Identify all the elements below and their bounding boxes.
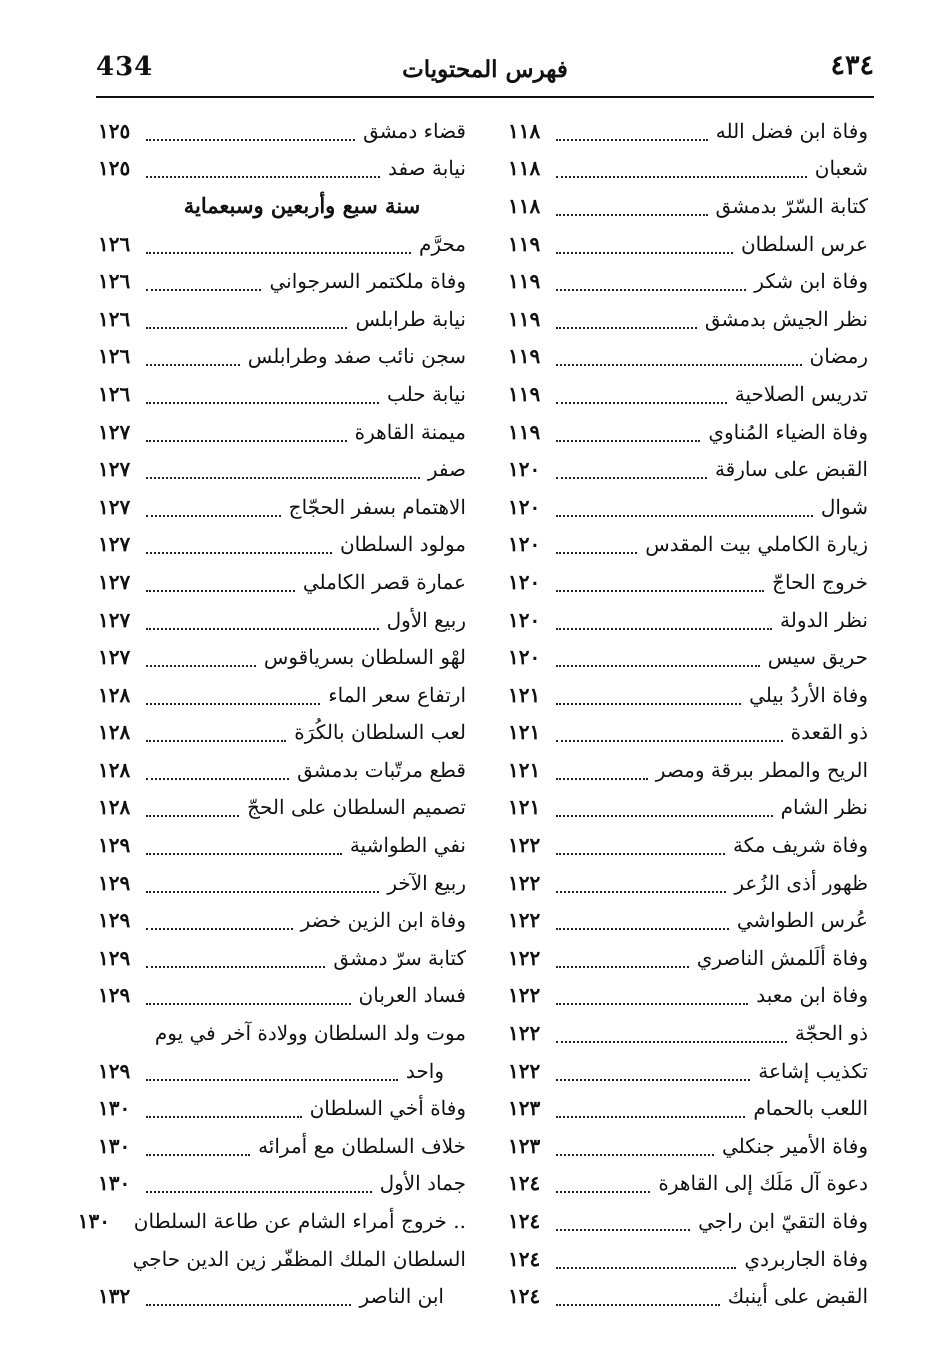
header-rule <box>96 96 874 98</box>
toc-entry <box>508 450 868 488</box>
entry-page-number: ١٢٢ <box>508 833 541 858</box>
dot-leader <box>556 697 741 705</box>
entry-page-number: ١٢٩ <box>98 983 131 1008</box>
toc-entry <box>98 112 466 150</box>
entry-title: فساد العربان <box>358 983 466 1008</box>
entry-title: وفاة الأردُ بيلي <box>749 682 868 707</box>
dot-leader <box>146 321 347 329</box>
toc-entry <box>508 150 868 188</box>
entry-page-number: ١١٩ <box>508 381 541 406</box>
toc-entry <box>98 1089 466 1127</box>
entry-title: القبض على سارقة <box>714 457 868 482</box>
entry-title: وفاة ألَلمش الناصري <box>696 945 868 970</box>
toc-entry <box>508 1165 868 1203</box>
dot-leader <box>146 772 289 780</box>
entry-page-number: ١٢٥ <box>98 118 131 143</box>
entry-title: نظر الدولة <box>780 607 868 632</box>
entry-page-number: ١٢٩ <box>98 1058 131 1083</box>
entry-page-number: ١١٩ <box>508 306 541 331</box>
dot-leader <box>556 208 708 216</box>
toc-entry <box>98 450 466 488</box>
entry-page-number: ١٢٠ <box>508 645 541 670</box>
entry-title: عمارة قصر الكاملي <box>302 569 466 594</box>
entry-title: صفر <box>427 457 466 482</box>
entry-title: نظر الجيش بدمشق <box>704 306 868 331</box>
dot-leader <box>556 434 700 442</box>
entry-title: ذو الحجّة <box>794 1021 868 1046</box>
entry-title: ظهور أذى الزُعر <box>734 870 868 895</box>
entry-title: وفاة ملكتمر السرجواني <box>269 269 466 294</box>
entry-page-number: ١٢٧ <box>98 645 131 670</box>
dot-leader <box>556 885 726 893</box>
entry-title: ربيع الآخر <box>387 870 466 895</box>
dot-leader <box>146 584 295 592</box>
dot-leader <box>556 133 708 141</box>
entry-page-number: ١٢٦ <box>98 306 131 331</box>
entry-page-number: ١٢٧ <box>98 607 131 632</box>
dot-leader <box>146 1298 351 1306</box>
entry-page-number: ١٢٣ <box>508 1133 541 1158</box>
toc-entry <box>508 375 868 413</box>
entry-page-number: ١٢٧ <box>98 419 131 444</box>
dot-leader <box>146 471 420 479</box>
entry-title: جماد الأول <box>379 1171 466 1196</box>
entry-title: الريح والمطر ببرقة ومصر <box>655 757 868 782</box>
entry-page-number: ١٢٢ <box>508 870 541 895</box>
dot-leader <box>146 734 286 742</box>
toc-entry <box>508 1277 868 1315</box>
entry-title: وفاة ابن شكر <box>754 269 868 294</box>
toc-entry <box>98 488 466 526</box>
entry-title: دعوة آل مَلَك إلى القاهرة <box>658 1171 868 1196</box>
dot-leader <box>146 358 240 366</box>
toc-entry <box>98 601 466 639</box>
entry-title: وفاة ابن الزين خضر <box>300 908 466 933</box>
page-number-latin: 434 <box>96 52 154 82</box>
toc-entry <box>77 1202 466 1240</box>
entry-page-number: ١١٩ <box>508 231 541 256</box>
toc-entry <box>98 1165 466 1203</box>
toc-entry <box>508 225 868 263</box>
entry-title: تكذيب إشاعة <box>758 1058 868 1083</box>
entry-page-number: ١٣٠ <box>98 1133 131 1158</box>
toc-entry <box>98 338 466 376</box>
dot-leader <box>146 1185 372 1193</box>
entry-title: محرَّم <box>418 231 466 256</box>
entry-page-number: ١٣٠ <box>77 1209 111 1234</box>
dot-leader <box>146 133 355 141</box>
entry-page-number: ١٢٢ <box>508 1058 541 1083</box>
dot-leader <box>556 321 697 329</box>
entry-page-number: ١٢١ <box>508 720 541 745</box>
entry-page-number: ١٢٨ <box>98 795 131 820</box>
left-column <box>77 112 466 1315</box>
entry-page-number: ١٢٨ <box>98 682 131 707</box>
entry-title: عرس السلطان <box>740 231 868 256</box>
toc-entry <box>98 375 466 413</box>
dot-leader <box>146 246 411 254</box>
entry-title: كتابة سرّ دمشق <box>333 945 466 970</box>
toc-entry <box>508 187 868 225</box>
entry-title: سجن نائب صفد وطرابلس <box>247 344 466 369</box>
entry-page-number: ١٢٩ <box>98 945 131 970</box>
dot-leader <box>556 1035 787 1043</box>
entry-page-number: ١٢١ <box>508 795 541 820</box>
entry-page-number: ١١٩ <box>508 269 541 294</box>
toc-entry <box>98 1277 466 1315</box>
entry-page-number: ١٢٠ <box>508 569 541 594</box>
dot-leader <box>146 434 347 442</box>
entry-title: تصميم السلطان على الحجّ <box>247 795 466 820</box>
entry-title: القبض على أينبك <box>727 1284 868 1309</box>
dot-leader <box>556 471 707 479</box>
entry-title: حريق سيس <box>767 645 868 670</box>
entry-page-number: ١٢٩ <box>98 870 131 895</box>
entry-page-number: ١١٩ <box>508 344 541 369</box>
toc-entry <box>98 225 466 263</box>
toc-entry <box>98 826 466 864</box>
entry-title: كتابة السّرّ بدمشق <box>715 193 868 218</box>
entry-title: نيابة طرابلس <box>355 306 466 331</box>
entry-title: خروج الحاجّ <box>772 569 868 594</box>
toc-entry <box>508 1127 868 1165</box>
dot-leader <box>556 922 729 930</box>
dot-leader <box>556 546 637 554</box>
entry-title: نظر الشام <box>780 795 868 820</box>
entry-page-number: ١٢٠ <box>508 494 541 519</box>
dot-leader <box>556 509 813 517</box>
toc-entry <box>508 714 868 752</box>
entry-page-number: ١٢٥ <box>98 156 131 181</box>
entry-page-number: ١٢١ <box>508 757 541 782</box>
toc-entry <box>98 262 466 300</box>
dot-leader <box>146 1148 250 1156</box>
entry-title: تدريس الصلاحية <box>734 381 868 406</box>
toc-entry <box>508 1052 868 1090</box>
toc-entry <box>98 676 466 714</box>
entry-title: وفاة التقيّ ابن راجي <box>698 1209 868 1234</box>
dot-leader <box>146 809 239 817</box>
dot-leader <box>556 246 733 254</box>
entry-page-number: ١٢٢ <box>508 1021 541 1046</box>
entry-page-number: ١٢٦ <box>98 231 131 256</box>
entry-title: وفاة ابن فضل الله <box>715 118 868 143</box>
dot-leader <box>556 772 648 780</box>
dot-leader <box>146 847 342 855</box>
entry-title: رمضان <box>809 344 868 369</box>
dot-leader <box>556 809 773 817</box>
dot-leader <box>556 1073 750 1081</box>
dot-leader <box>556 1298 720 1306</box>
toc-entry <box>98 939 466 977</box>
entry-page-number: ١٢٠ <box>508 607 541 632</box>
page-header <box>96 52 874 96</box>
dot-leader <box>556 358 802 366</box>
dot-leader <box>146 396 379 404</box>
entry-page-number: ١٢٨ <box>98 757 131 782</box>
dot-leader <box>146 960 325 968</box>
entry-page-number: ١٢٩ <box>98 833 131 858</box>
entry-title: زيارة الكاملي بيت المقدس <box>645 532 868 557</box>
dot-leader <box>146 659 256 667</box>
toc-entry <box>508 901 868 939</box>
toc-entry-line1: السلطان الملك المظفّر زين الدين حاجي <box>132 1246 466 1271</box>
dot-leader <box>146 997 351 1005</box>
entry-page-number: ١١٩ <box>508 419 541 444</box>
dot-leader <box>146 697 320 705</box>
entry-title: ربيع الأول <box>386 607 466 632</box>
toc-entry <box>508 789 868 827</box>
entry-title: وفاة الجاربردي <box>744 1246 868 1271</box>
dot-leader <box>556 584 764 592</box>
entry-page-number: ١٣٠ <box>98 1171 131 1196</box>
dot-leader <box>556 1185 650 1193</box>
toc-entry <box>98 638 466 676</box>
toc-entry <box>508 563 868 601</box>
entry-title: لعب السلطان بالكُرَة <box>294 720 466 745</box>
entry-title: وفاة شريف مكة <box>732 833 868 858</box>
dot-leader <box>556 283 746 291</box>
entry-page-number: ١٢١ <box>508 682 541 707</box>
entry-title: قطع مرتّبات بدمشق <box>297 757 466 782</box>
dot-leader <box>556 659 760 667</box>
entry-page-number: ١٢٦ <box>98 269 131 294</box>
entry-page-number: ١٢٧ <box>98 532 131 557</box>
toc-entry <box>98 864 466 902</box>
toc-entry <box>508 112 868 150</box>
entry-page-number: ١٢٢ <box>508 945 541 970</box>
dot-leader <box>146 1110 302 1118</box>
toc-entry <box>98 1127 466 1165</box>
dot-leader <box>556 170 807 178</box>
entry-title: عُرس الطواشي <box>736 908 868 933</box>
toc-entry <box>98 751 466 789</box>
entry-title: خروج أمراء الشام عن طاعة السلطان .. <box>133 1209 466 1234</box>
toc-entry <box>508 601 868 639</box>
toc-entry-line1: موت ولد السلطان وولادة آخر في يوم <box>154 1021 466 1046</box>
dot-leader <box>556 1148 714 1156</box>
entry-title: اللعب بالحمام <box>753 1096 868 1121</box>
entry-page-number: ١٢٦ <box>98 381 131 406</box>
entry-title: ذو القعدة <box>790 720 868 745</box>
entry-page-number: ١٢٨ <box>98 720 131 745</box>
toc-entry <box>98 563 466 601</box>
toc-entry <box>98 789 466 827</box>
entry-page-number: ١٢٤ <box>508 1246 541 1271</box>
entry-title: وفاة الضياء المُناوي <box>708 419 868 444</box>
toc-entry <box>508 977 868 1015</box>
dot-leader <box>146 885 379 893</box>
toc-entry <box>508 751 868 789</box>
entry-title: وفاة أخي السلطان <box>309 1096 466 1121</box>
dot-leader <box>146 546 332 554</box>
dot-leader <box>146 509 281 517</box>
dot-leader <box>556 997 748 1005</box>
entry-title: شعبان <box>814 156 868 181</box>
toc-entry <box>98 526 466 564</box>
toc-entry <box>508 1014 868 1052</box>
dot-leader <box>556 1261 736 1269</box>
toc-entry <box>508 1240 868 1278</box>
entry-page-number: ١١٨ <box>508 193 541 218</box>
entry-title: قضاء دمشق <box>363 118 466 143</box>
entry-page-number: ١٣٢ <box>98 1284 131 1309</box>
toc-entry <box>98 413 466 451</box>
entry-page-number: ١٢٦ <box>98 344 131 369</box>
toc-entry <box>98 150 466 188</box>
entry-page-number: ١٢٤ <box>508 1171 541 1196</box>
entry-page-number: ١٢٤ <box>508 1284 541 1309</box>
entry-page-number: ١٢٧ <box>98 457 131 482</box>
dot-leader <box>556 847 725 855</box>
toc-entry <box>508 262 868 300</box>
dot-leader <box>556 1223 690 1231</box>
toc-entry <box>508 526 868 564</box>
entry-title: نفي الطواشية <box>349 833 466 858</box>
entry-title: نيابة صفد <box>388 156 466 181</box>
dot-leader <box>556 960 689 968</box>
entry-page-number: ١٢٤ <box>508 1209 541 1234</box>
toc-entry <box>98 300 466 338</box>
entry-title: وفاة الأمير جنكلي <box>722 1133 868 1158</box>
entry-page-number: ١٢٩ <box>98 908 131 933</box>
toc-entry <box>98 1052 466 1090</box>
entry-title: شوال <box>820 494 868 519</box>
entry-title: واحد <box>405 1058 444 1083</box>
toc-entry <box>508 488 868 526</box>
toc-entry <box>508 300 868 338</box>
entry-page-number: ١٢٧ <box>98 569 131 594</box>
toc-entry <box>508 338 868 376</box>
entry-page-number: ١١٨ <box>508 118 541 143</box>
entry-title: ميمنة القاهرة <box>354 419 466 444</box>
dot-leader <box>146 1073 398 1081</box>
entry-title: لهْو السلطان بسرياقوس <box>263 645 466 670</box>
entry-page-number: ١٢٢ <box>508 908 541 933</box>
toc-entry <box>508 676 868 714</box>
entry-page-number: ١١٨ <box>508 156 541 181</box>
dot-leader <box>146 283 261 291</box>
toc-entry <box>508 826 868 864</box>
entry-title: ابن الناصر <box>359 1284 444 1309</box>
entry-page-number: ١٢٠ <box>508 457 541 482</box>
entry-page-number: ١٢٢ <box>508 983 541 1008</box>
dot-leader <box>556 1110 745 1118</box>
section-heading: سنة سبع وأربعين وسبعماية <box>183 193 421 219</box>
entry-page-number: ١٢٠ <box>508 532 541 557</box>
toc-entry <box>508 1202 868 1240</box>
entry-page-number: ١٢٣ <box>508 1096 541 1121</box>
dot-leader <box>556 396 727 404</box>
entry-title: خلاف السلطان مع أمرائه <box>258 1133 466 1158</box>
entry-title: ارتفاع سعر الماء <box>328 682 466 707</box>
toc-entry <box>508 638 868 676</box>
dot-leader <box>146 622 379 630</box>
toc-entry <box>508 413 868 451</box>
entry-title: مولود السلطان <box>339 532 466 557</box>
toc-entry <box>508 1089 868 1127</box>
entry-title: وفاة ابن معبد <box>756 983 868 1008</box>
page-number-arabic: ٤٣٤ <box>830 50 874 81</box>
dot-leader <box>146 922 293 930</box>
dot-leader <box>146 170 380 178</box>
dot-leader <box>556 622 772 630</box>
dot-leader <box>556 734 783 742</box>
toc-entry <box>98 901 466 939</box>
entry-title: نيابة حلب <box>387 381 466 406</box>
toc-entry <box>508 864 868 902</box>
entry-page-number: ١٢٧ <box>98 494 131 519</box>
toc-entry <box>98 714 466 752</box>
right-column <box>508 112 868 1315</box>
page-title: فهرس المحتويات <box>402 56 568 83</box>
entry-title: الاهتمام بسفر الحجّاج <box>288 494 466 519</box>
toc-entry <box>98 977 466 1015</box>
entry-page-number: ١٣٠ <box>98 1096 131 1121</box>
toc-entry <box>508 939 868 977</box>
